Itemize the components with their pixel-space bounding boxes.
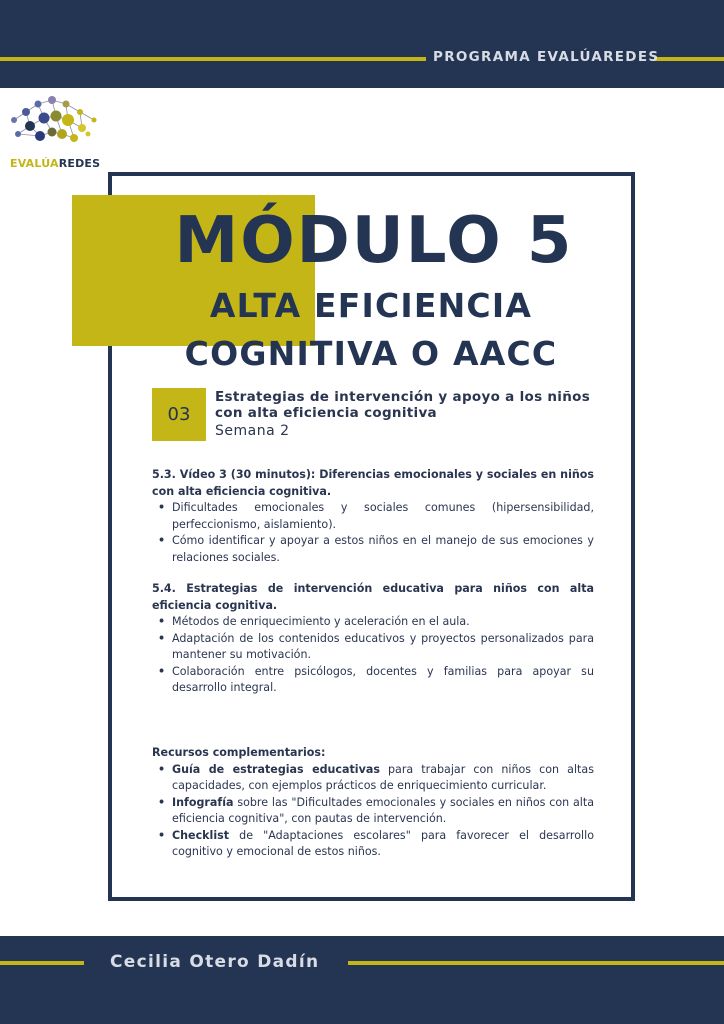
resource-description: sobre las "Dificultades emocionales y sociales en niños con alta eficiencia cognitiva", con pautas de intervención. <box>172 795 594 825</box>
resource-name: Checklist <box>172 828 230 842</box>
resource-name: Guía de estrategias educativas <box>172 762 380 776</box>
video-heading: 5.3. Vídeo 3 (30 minutos): Diferencias emocionales y sociales en niños con alta eficiencia cognitiva. <box>152 468 594 498</box>
footer-band <box>0 936 724 1024</box>
footer-accent-line <box>0 961 84 965</box>
list-item: • Adaptación de los contenidos educativos y proyectos personalizados para mantener su motivación. <box>152 631 594 664</box>
logo-text-evalua: EVALÚA <box>10 157 59 170</box>
resources-block <box>152 745 594 861</box>
list-item: • Colaboración entre psicólogos, docentes y familias para apoyar su desarrollo integral. <box>152 664 594 697</box>
list-item <box>152 828 594 861</box>
list-item: • Cómo identificar y apoyar a estos niños en el manejo de sus emociones y relaciones sociales. <box>152 533 594 566</box>
module-subtitle-line1: ALTA EFICIENCIA <box>209 286 533 325</box>
resource-description: de "Adaptaciones escolares" para favorecer el desarrollo cognitivo y emocional de estos niños. <box>172 828 594 858</box>
footer-accent-line <box>348 961 724 965</box>
logo-text-redes: REDES <box>58 157 101 170</box>
list-item <box>152 762 594 795</box>
header-accent-line <box>654 57 724 61</box>
list-item: • Métodos de enriquecimiento y aceleración en el aula. <box>152 614 594 631</box>
list-item <box>152 795 594 828</box>
module-title: MÓDULO 5 <box>174 204 574 278</box>
strategies-list <box>152 614 594 697</box>
resource-name: Infografía <box>172 795 234 809</box>
network-logo-icon <box>4 90 104 156</box>
video-block <box>152 467 594 566</box>
header-accent-line <box>0 57 426 61</box>
strategies-heading: 5.4. Estrategias de intervención educativa para niños con alta eficiencia cognitiva. <box>152 582 594 612</box>
resources-heading: Recursos complementarios: <box>152 746 326 759</box>
resource-description: para trabajar con niños con altas capacidades, con ejemplos prácticos de enriquecimiento curricular. <box>172 762 594 792</box>
strategies-block <box>152 581 594 697</box>
section-week: Semana 2 <box>215 423 290 439</box>
list-item: • Dificultades emocionales y sociales comunes (hipersensibilidad, perfeccionismo, aislamiento). <box>152 500 594 533</box>
section-number-badge: 03 <box>152 388 206 441</box>
section-title: Estrategias de intervención y apoyo a los niños con alta eficiencia cognitiva <box>215 389 591 421</box>
logo-wordmark <box>10 157 100 170</box>
evaluaredes-logo <box>4 90 104 174</box>
resources-list <box>152 762 594 861</box>
module-subtitle-line2: COGNITIVA O AACC <box>184 334 558 373</box>
header-band <box>0 0 724 88</box>
video-topic-list <box>152 500 594 566</box>
author-name: Cecilia Otero Dadín <box>110 952 320 972</box>
program-label: PROGRAMA EVALÚAREDES <box>433 49 660 65</box>
